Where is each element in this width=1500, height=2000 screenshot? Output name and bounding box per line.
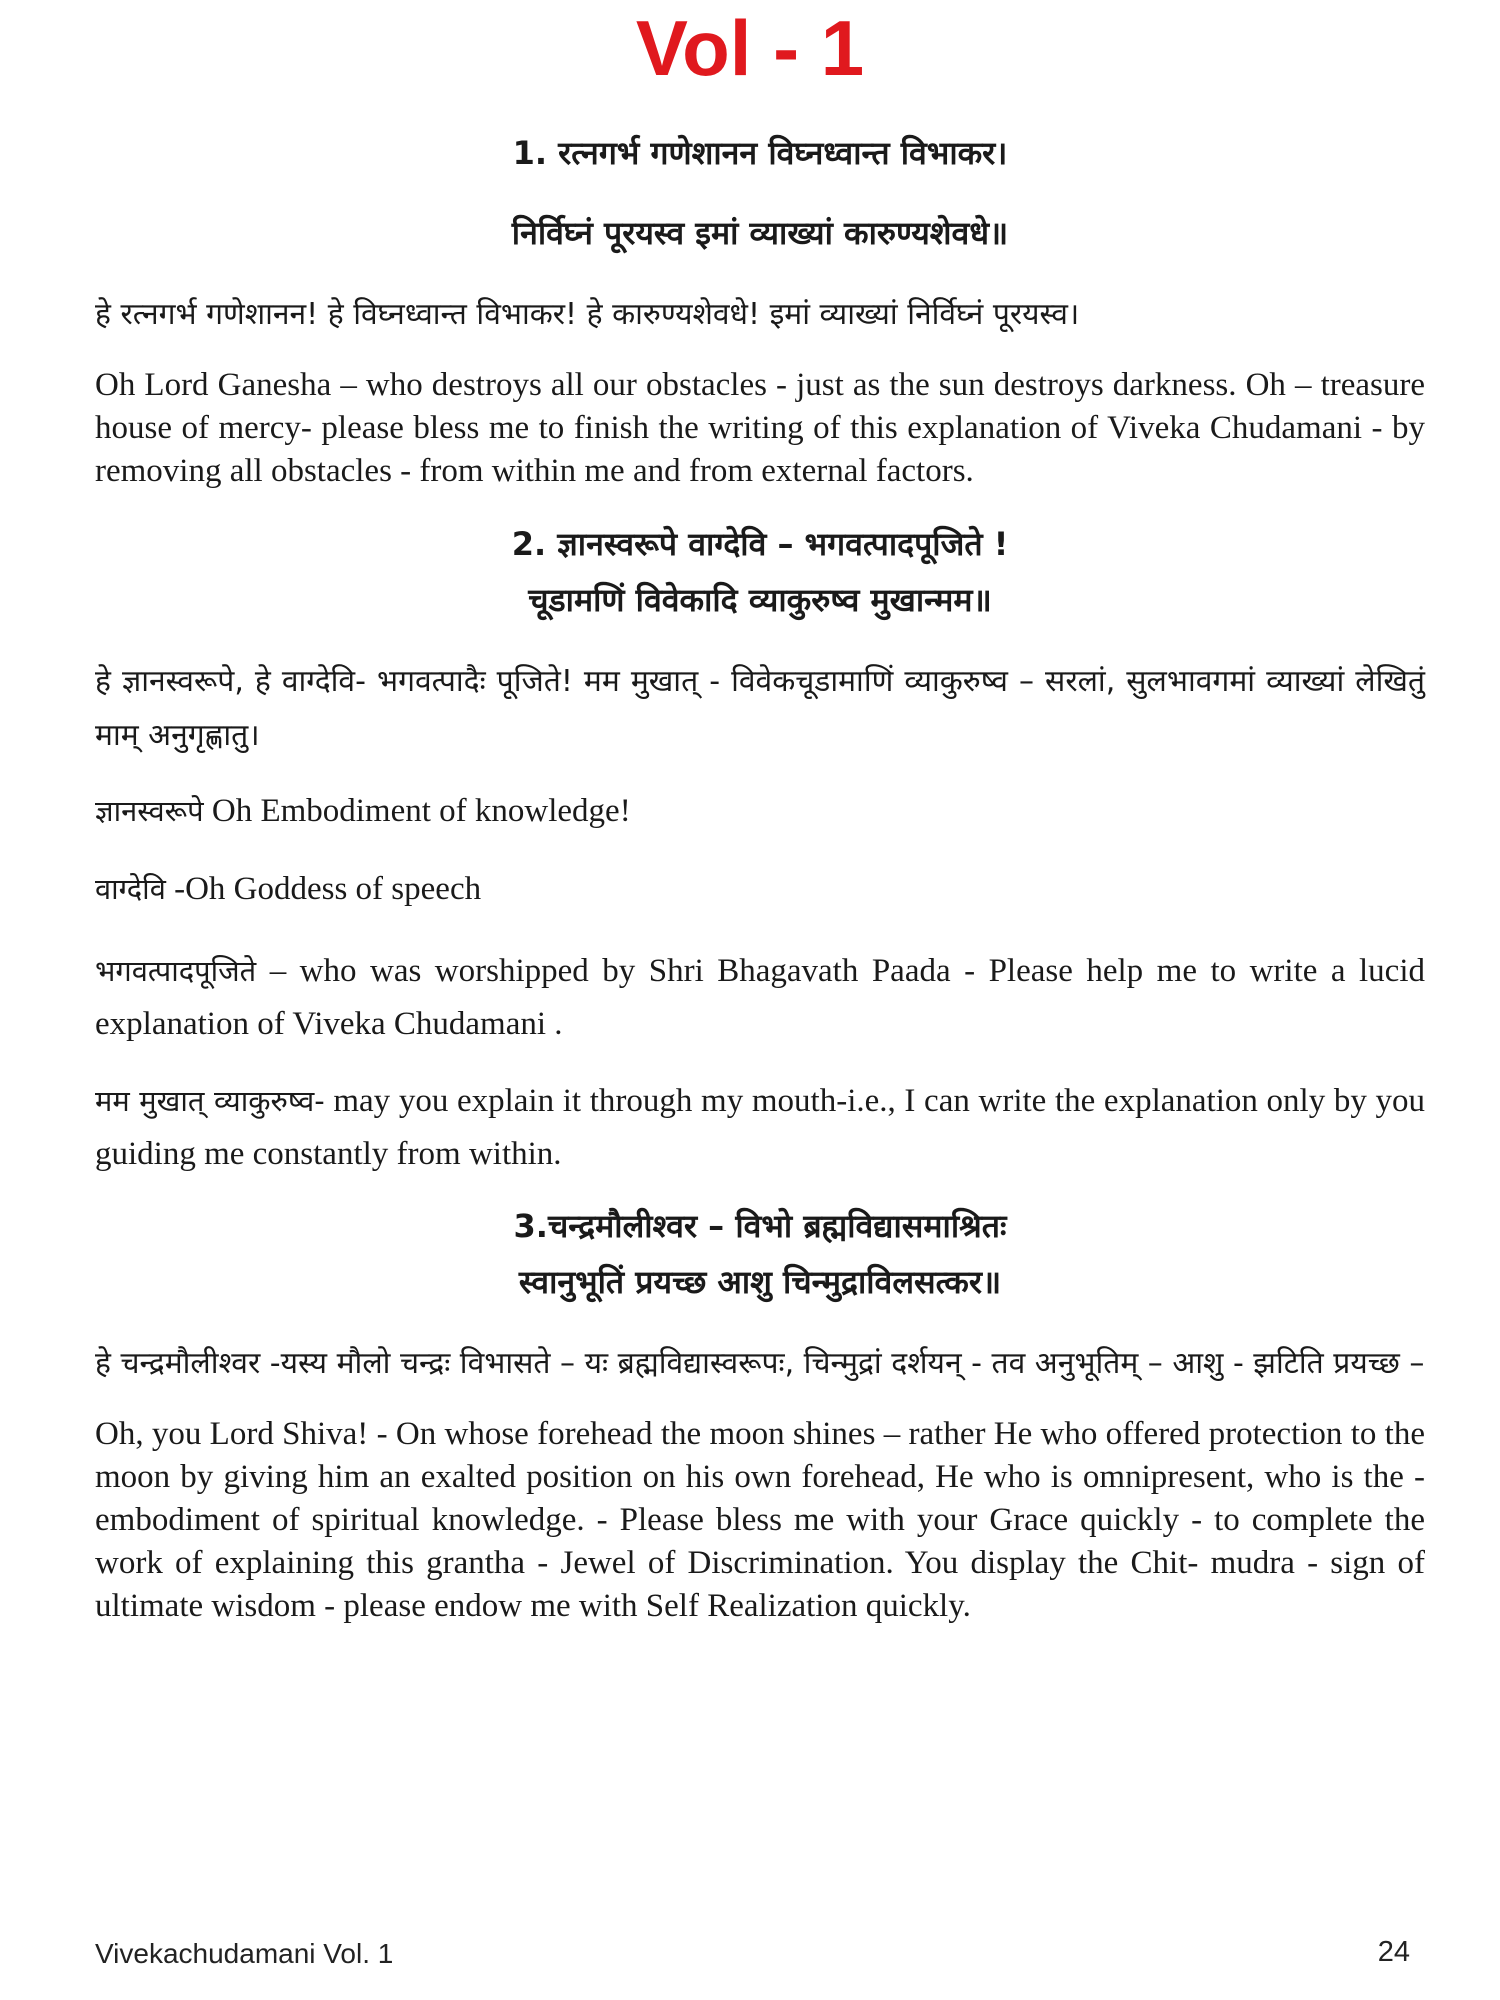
verse-1-line-1: 1. रत्नगर्भ गणेशानन विघ्नध्वान्त विभाकर। — [512, 134, 1008, 172]
term-word: ज्ञानस्वरूपे — [95, 794, 204, 828]
footer-page-number: 24 — [1377, 1936, 1410, 1968]
verse-2-sanskrit-explanation: हे ज्ञानस्वरूपे, हे वाग्देवि- भगवत्पादैः पूजिते! मम मुखात् - विवेकचूडामाणिं व्याकुरुष्व – सरलां, सुलभावगमां व्याख्यां लेखितुं माम् अनुगृह्णातु। — [95, 664, 1425, 753]
term-word: भगवत्पादपूजिते — [95, 954, 257, 988]
verse-3-line-2: स्वानुभूतिं प्रयच्छ आशु चिन्मुद्राविलसत्कर॥ — [518, 1263, 1002, 1301]
verse-2-term-4 — [95, 1075, 1425, 1181]
verse-1 — [95, 132, 1425, 254]
term-meaning: may you explain it through my mouth-i.e., I can write the explanation only by you guiding me constantly from within. — [95, 1083, 1425, 1172]
verse-1-english-translation: Oh Lord Ganesha – who destroys all our obstacles - just as the sun destroys darkness. Oh – treasure house of mercy- please bless me to finish the writing of this explanation of Viveka Chudamani - by removing all obstacles - from within me and from external factors. — [95, 367, 1425, 489]
term-meaning: – who was worshipped by Shri Bhagavath Paada - Please help me to write a lucid explanation of Viveka Chudamani . — [95, 953, 1425, 1042]
footer-book-title: Vivekachudamani Vol. 1 — [95, 1938, 394, 1969]
page-content — [95, 132, 1425, 1652]
term-word: वाग्देवि — [95, 872, 166, 906]
verse-2-term-2 — [95, 867, 1425, 911]
verse-3-line-1: 3.चन्द्रमौलीश्वर – विभो ब्रह्मविद्यासमाश्रितः — [513, 1207, 1007, 1245]
volume-title: Vol - 1 — [635, 4, 865, 92]
verse-2-term-3 — [95, 945, 1425, 1051]
term-meaning: -Oh Goddess of speech — [165, 871, 482, 907]
verse-2-line-2: चूडामणिं विवेकादि व्याकुरुष्व मुखान्मम॥ — [528, 581, 992, 619]
verse-2-line-1: 2. ज्ञानस्वरूपे वाग्देवि – भगवत्पादपूजिते ! — [511, 525, 1009, 563]
verse-3-english-translation: Oh, you Lord Shiva! - On whose forehead the moon shines – rather He who offered protection to the moon by giving him an exalted position on his own forehead, He who is omnipresent, who is the - embodiment of spiritual knowledge. - Please bless me with your Grace quickly - to complete the work of explaining this grantha - Jewel of Discrimination. You display the Chit- mudra - sign of ultimate wisdom - please endow me with Self Realization quickly. — [95, 1416, 1425, 1624]
verse-2-term-1 — [95, 789, 1425, 833]
verse-3 — [95, 1205, 1425, 1303]
term-word: मम मुखात् व्याकुरुष्व- — [95, 1084, 325, 1118]
term-meaning: Oh Embodiment of knowledge! — [203, 793, 631, 829]
verse-1-sanskrit-explanation: हे रत्नगर्भ गणेशानन! हे विघ्नध्वान्त विभाकर! हे कारुण्यशेवधे! इमां व्याख्यां निर्विघ्नं पूरयस्व। — [95, 297, 1080, 332]
verse-1-line-2: निर्विघ्नं पूरयस्व इमां व्याख्यां कारुण्यशेवधे॥ — [511, 214, 1009, 252]
verse-2 — [95, 523, 1425, 621]
verse-3-sanskrit-explanation: हे चन्द्रमौलीश्वर -यस्य मौलो चन्द्रः विभासते – यः ब्रह्मविद्यास्वरूपः, चिन्मुद्रां दर्शयन् - तव अनुभूतिम् – आशु - झटिति प्रयच्छ – — [95, 1346, 1425, 1381]
